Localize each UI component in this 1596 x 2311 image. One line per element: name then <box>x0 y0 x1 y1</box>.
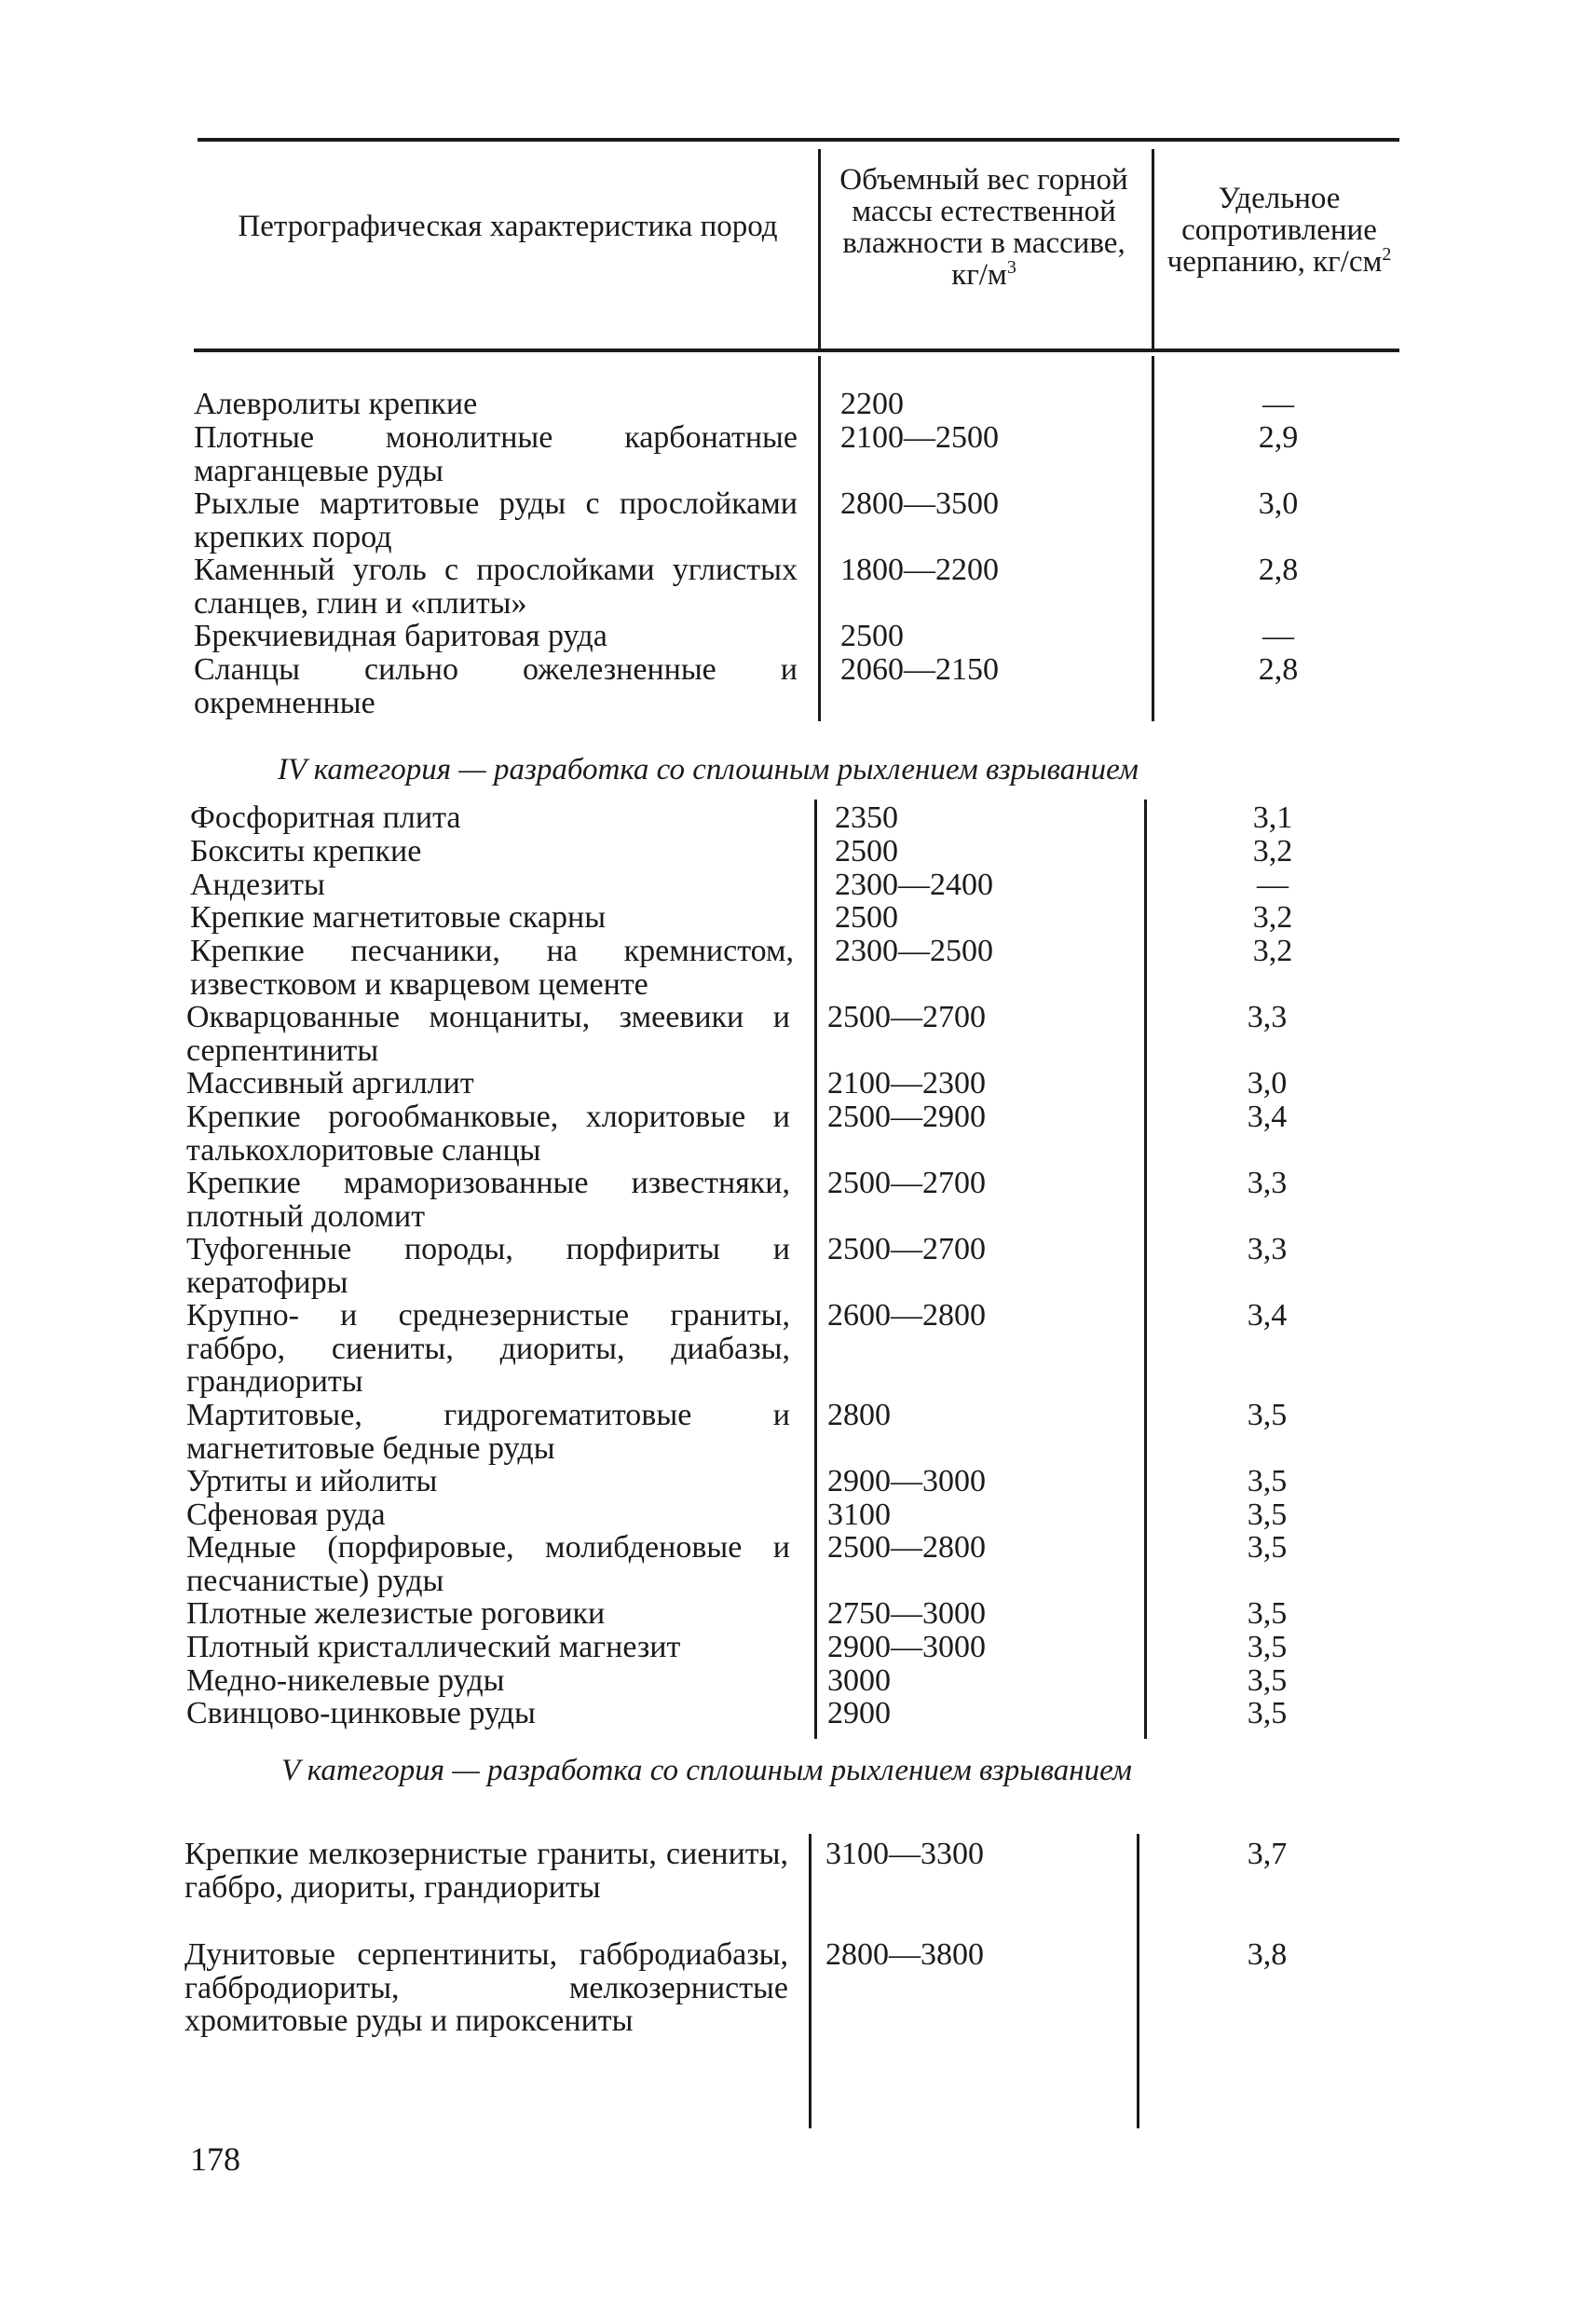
bulk-weight-value: 2100—2500 <box>840 420 999 455</box>
bulk-weight-value: 2500—2900 <box>827 1100 986 1134</box>
bulk-weight-value: 2600—2800 <box>827 1298 986 1333</box>
bulk-weight-value: 2060—2150 <box>840 652 999 687</box>
header-col2-text: Объемный вес горной массы естественной влажности в массиве, кг/м <box>839 163 1128 292</box>
bulk-weight-value: 1800—2200 <box>840 553 999 587</box>
bulk-weight-value: 2100—2300 <box>827 1066 986 1101</box>
bulk-weight-value: 2800 <box>827 1398 891 1432</box>
resistance-value: 3,5 <box>1247 1530 1288 1565</box>
bulk-weight-value: 3100—3300 <box>825 1837 984 1871</box>
bulk-weight-value: 2900 <box>827 1696 891 1730</box>
resistance-value: 3,1 <box>1252 800 1293 835</box>
column-divider <box>818 149 821 352</box>
bulk-weight-value: 3000 <box>827 1663 891 1698</box>
header-col-bulk-weight <box>825 164 1142 291</box>
bulk-weight-value: 2900—3000 <box>827 1630 986 1664</box>
resistance-value: 3,0 <box>1247 1066 1288 1101</box>
rock-description: Крупно- и среднезернистые граниты, габбро, сиениты, диориты, диабазы, грандиориты <box>186 1298 790 1400</box>
resistance-value: 2,9 <box>1258 420 1299 455</box>
bulk-weight-value: 2750—3000 <box>827 1596 986 1631</box>
column-divider <box>809 1834 812 2128</box>
table-top-rule <box>198 138 1399 142</box>
rock-description: Плотный кристаллический магнезит <box>186 1630 681 1664</box>
bulk-weight-value: 2500 <box>835 900 898 935</box>
resistance-value: 3,5 <box>1247 1464 1288 1498</box>
rock-description: Свинцово-цинковые руды <box>186 1696 536 1730</box>
header-col-petrography: Петрографическая характеристика пород <box>238 210 778 243</box>
bulk-weight-value: 2800—3500 <box>840 486 999 521</box>
resistance-value: 3,7 <box>1247 1837 1288 1871</box>
bulk-weight-value: 2300—2500 <box>835 934 993 968</box>
column-divider <box>814 800 817 1739</box>
rock-description: Крепкие мраморизованные известняки, плотный доломит <box>186 1166 790 1234</box>
bulk-weight-value: 2500 <box>835 834 898 868</box>
rock-description: Сфеновая руда <box>186 1497 386 1532</box>
column-divider <box>1144 800 1147 1739</box>
page-number: 178 <box>190 2140 240 2178</box>
bulk-weight-value: 2500—2800 <box>827 1530 986 1565</box>
resistance-value: 3,5 <box>1247 1630 1288 1664</box>
resistance-value: 3,3 <box>1247 1000 1288 1034</box>
bulk-weight-value: 2900—3000 <box>827 1464 986 1498</box>
header-col3-text: Удельное сопротивление черпанию, кг/см <box>1166 182 1383 279</box>
rock-description: Андезиты <box>190 868 325 902</box>
bulk-weight-value: 2200 <box>840 387 904 421</box>
rock-description: Туфогенные породы, порфириты и кератофиры <box>186 1232 790 1300</box>
bulk-weight-value: 2800—3800 <box>825 1937 984 1972</box>
rock-description: Мартитовые, гидрогематитовые и магнетитовые бедные руды <box>186 1398 790 1466</box>
rock-description: Брекчиевидная баритовая руда <box>194 619 607 653</box>
resistance-value: — <box>1262 387 1294 421</box>
resistance-value: — <box>1262 619 1294 653</box>
rock-description: Дунитовые серпентиниты, габбродиабазы, габбродиориты, мелкозернистые хромитовые руды и пироксениты <box>184 1937 788 2039</box>
resistance-value: 3,2 <box>1252 900 1293 935</box>
rock-description: Крепкие мелкозернистые граниты, сиениты, габбро, диориты, грандиориты <box>184 1837 788 1905</box>
rock-description: Крепкие магнетитовые скарны <box>190 900 607 935</box>
bulk-weight-value: 2500 <box>840 619 904 653</box>
rock-description: Каменный уголь с прослойками углистых сланцев, глин и «плиты» <box>194 553 798 621</box>
resistance-value: 3,5 <box>1247 1398 1288 1432</box>
resistance-value: 3,4 <box>1247 1298 1288 1333</box>
resistance-value: 3,0 <box>1258 486 1299 521</box>
rock-description: Сланцы сильно ожелезненные и окремненные <box>194 652 798 720</box>
header-col3-superscript: 2 <box>1382 244 1392 265</box>
rock-description: Медно-никелевые руды <box>186 1663 505 1698</box>
rock-description: Медные (порфировые, молибденовые и песчанистые) руды <box>186 1530 790 1598</box>
bulk-weight-value: 2350 <box>835 800 898 835</box>
header-col-digging-resistance <box>1159 183 1399 278</box>
rock-description: Алевролиты крепкие <box>194 387 478 421</box>
rock-description: Крепкие рогообманковые, хлоритовые и талькохлоритовые сланцы <box>186 1100 790 1168</box>
resistance-value: 3,4 <box>1247 1100 1288 1134</box>
resistance-value: 3,3 <box>1247 1232 1288 1266</box>
rock-description: Плотные монолитные карбонатные марганцевые руды <box>194 420 798 488</box>
bulk-weight-value: 2500—2700 <box>827 1000 986 1034</box>
rock-description: Массивный аргиллит <box>186 1066 474 1101</box>
rock-description: Крепкие песчаники, на кремнистом, известковом и кварцевом цементе <box>190 934 794 1002</box>
bulk-weight-value: 2300—2400 <box>835 868 993 902</box>
rock-description: Рыхлые мартитовые руды с прослойками крепких пород <box>194 486 798 554</box>
resistance-value: 2,8 <box>1258 553 1299 587</box>
resistance-value: 3,2 <box>1252 834 1293 868</box>
rock-description: Фосфоритная плита <box>190 800 461 835</box>
rock-description: Уртиты и ийолиты <box>186 1464 438 1498</box>
resistance-value: 3,8 <box>1247 1937 1288 1972</box>
category-iv-heading: IV категория — разработка со сплошным рыхлением взрыванием <box>278 753 1139 786</box>
resistance-value: 3,5 <box>1247 1497 1288 1532</box>
resistance-value: 3,2 <box>1252 934 1293 968</box>
resistance-value: 3,3 <box>1247 1166 1288 1200</box>
resistance-value: 2,8 <box>1258 652 1299 687</box>
bulk-weight-value: 2500—2700 <box>827 1166 986 1200</box>
resistance-value: 3,5 <box>1247 1596 1288 1631</box>
header-col2-superscript: 3 <box>1006 257 1016 278</box>
rock-description: Бокситы крепкие <box>190 834 422 868</box>
rock-description: Окварцованные монцаниты, змеевики и серпентиниты <box>186 1000 790 1068</box>
column-divider <box>1137 1834 1139 2128</box>
resistance-value: — <box>1257 868 1289 902</box>
rock-description: Плотные железистые роговики <box>186 1596 606 1631</box>
column-divider <box>1152 356 1154 721</box>
column-divider <box>818 356 821 721</box>
bulk-weight-value: 3100 <box>827 1497 891 1532</box>
bulk-weight-value: 2500—2700 <box>827 1232 986 1266</box>
resistance-value: 3,5 <box>1247 1696 1288 1730</box>
resistance-value: 3,5 <box>1247 1663 1288 1698</box>
table-header-rule <box>194 349 1399 352</box>
category-v-heading: V категория — разработка со сплошным рыхлением взрыванием <box>281 1754 1132 1787</box>
column-divider <box>1152 149 1154 352</box>
